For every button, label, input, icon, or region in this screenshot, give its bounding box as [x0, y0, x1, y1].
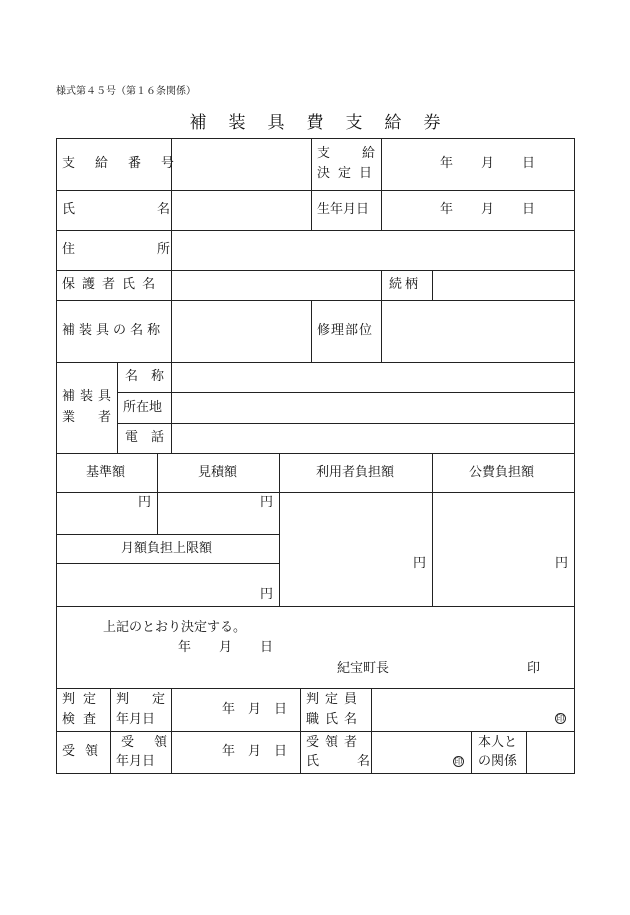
label-gyosha: 業 者: [62, 410, 112, 425]
seal-mark: 印: [556, 714, 565, 723]
date-field: 年 月 日: [440, 202, 536, 217]
form-table: [56, 138, 575, 774]
seal-mark: 印: [454, 757, 463, 766]
label-shikyu-kettei: 決 定 日: [317, 166, 373, 181]
col-divider: [311, 138, 312, 230]
issuer-seal: 印: [527, 661, 541, 676]
page-title: [0, 108, 630, 133]
label-shimei: 氏 名: [62, 202, 171, 217]
row-divider: [56, 563, 279, 564]
yen-unit: 円: [138, 495, 152, 510]
label-hantei-in: 判 定 員: [306, 692, 358, 707]
label-hantei: 検 査: [62, 712, 97, 727]
label-hantei: 判 定: [62, 692, 97, 707]
yen-unit: 円: [260, 587, 274, 602]
row-divider: [56, 492, 575, 493]
title-char: 支: [345, 113, 363, 133]
row-divider: [56, 190, 575, 191]
col-divider: [381, 138, 382, 230]
title-char: 補: [189, 113, 207, 133]
row-divider: [56, 270, 575, 271]
label-kohi-futan: 公費負担額: [469, 465, 535, 480]
title-char: 装: [228, 113, 246, 133]
label-hantei-ymd: 年月日: [116, 712, 156, 727]
label-juryo-sha: 受 領 者: [306, 735, 358, 750]
label-gyosha: 補 装 具: [62, 389, 112, 404]
date-field: 年 月 日: [440, 156, 536, 171]
label-meisho: 名 称: [125, 369, 165, 384]
col-divider: [171, 270, 172, 300]
label-juryo-ymd: 年月日: [116, 754, 156, 769]
col-divider: [371, 688, 372, 774]
label-jusho: 住 所: [62, 242, 171, 257]
label-shikyu-bango: 支 給 番 号: [62, 156, 175, 171]
col-divider: [171, 300, 172, 362]
decision-text: 上記のとおり決定する。: [103, 620, 247, 635]
row-divider: [56, 300, 575, 301]
col-divider: [171, 362, 172, 453]
col-divider: [171, 688, 172, 774]
label-denwa: 電 話: [125, 430, 165, 445]
title-char: 券: [423, 113, 441, 133]
label-hantei-ymd: 判 定: [116, 692, 166, 707]
label-juryo-ymd: 受 領: [121, 735, 168, 750]
col-divider: [157, 453, 158, 534]
col-divider: [171, 138, 172, 230]
col-divider: [311, 300, 312, 362]
col-divider: [526, 731, 527, 774]
col-divider: [110, 688, 111, 774]
col-divider: [381, 270, 382, 300]
col-divider: [471, 731, 472, 774]
date-field: 年 月 日: [222, 744, 288, 759]
label-honnin: 本人と: [478, 735, 518, 750]
label-shozaichi: 所在地: [123, 400, 163, 415]
yen-unit: 円: [555, 556, 569, 571]
form-number: 様式第４５号（第１６条関係）: [56, 86, 196, 97]
title-char: 具: [267, 113, 285, 133]
row-divider: [117, 423, 575, 424]
label-honnin: の関係: [478, 754, 518, 769]
label-zokugara: 続 柄: [389, 277, 419, 292]
label-shuri-bui: 修理部位: [317, 323, 373, 338]
label-shikyu-kettei: 支 給: [317, 146, 376, 161]
row-divider: [56, 362, 575, 363]
col-divider: [381, 300, 382, 362]
row-divider: [56, 453, 575, 454]
col-divider: [279, 453, 280, 606]
yen-unit: 円: [260, 495, 274, 510]
label-juryo: 受 領: [62, 744, 99, 759]
label-hogosha: 保 護 者 氏 名: [62, 277, 156, 292]
row-divider: [56, 534, 279, 535]
row-divider: [56, 688, 575, 689]
label-juryo-sha: 氏 名: [306, 754, 371, 769]
row-divider: [56, 606, 575, 607]
col-divider: [300, 688, 301, 774]
col-divider: [432, 453, 433, 606]
col-divider: [432, 270, 433, 300]
decision-date: 年 月 日: [178, 640, 274, 655]
label-seinengappi: 生年月日: [317, 202, 370, 217]
label-hantei-in: 職 氏 名: [306, 712, 358, 727]
issuer: 紀宝町長: [337, 661, 390, 676]
label-riyosha-futan: 利用者負担額: [316, 465, 395, 480]
col-divider: [171, 230, 172, 270]
row-divider: [56, 731, 575, 732]
title-char: 費: [306, 113, 324, 133]
title-char: 給: [384, 113, 402, 133]
col-divider: [117, 362, 118, 453]
row-divider: [56, 230, 575, 231]
label-hosogu-meisho: 補 装 具 の 名 称: [62, 323, 161, 338]
date-field: 年 月 日: [222, 702, 288, 717]
yen-unit: 円: [413, 556, 427, 571]
label-getsugaku-jogen: 月額負担上限額: [121, 541, 213, 556]
label-mitsumorigaku: 見積額: [198, 465, 238, 480]
label-kijungaku: 基準額: [86, 465, 126, 480]
row-divider: [117, 392, 575, 393]
